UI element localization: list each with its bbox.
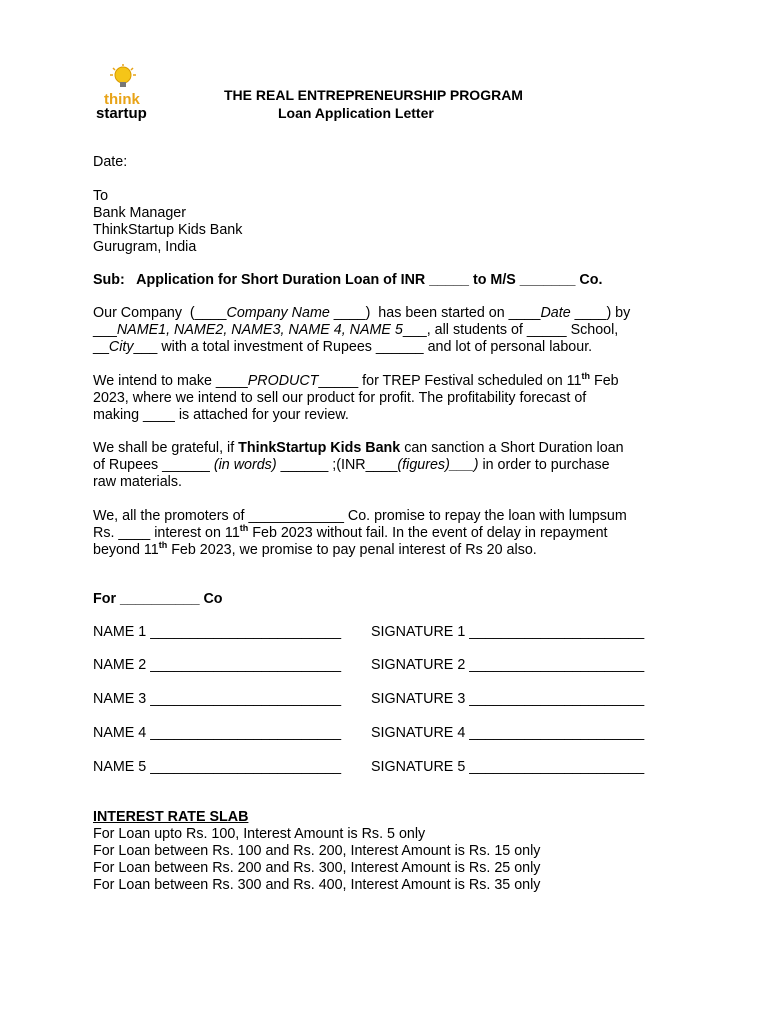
text-run: can sanction a Short Duration loan — [400, 440, 624, 456]
ordinal-suffix: th — [158, 540, 168, 551]
text-run: Feb — [590, 373, 619, 389]
signatory-name-line: NAME 1 ________________________ — [93, 624, 342, 640]
date-placeholder: Date — [540, 305, 571, 321]
para4-line2 — [93, 525, 683, 542]
interest-slab-heading: INTEREST RATE SLAB — [93, 809, 249, 825]
thinkstartup-logo — [96, 64, 176, 124]
signatory-signature-line: SIGNATURE 3 ______________________ — [371, 691, 645, 707]
signatory-signature-line: SIGNATURE 4 ______________________ — [371, 725, 645, 741]
date-line — [93, 154, 683, 171]
para3-line2 — [93, 457, 683, 474]
text-run: Rs. ____ interest on 11 — [93, 525, 240, 541]
text-run: We shall be grateful, if — [93, 440, 239, 456]
signatory-row — [93, 624, 645, 640]
signatory-name-line: NAME 4 ________________________ — [93, 725, 342, 741]
signatory-row — [93, 657, 645, 673]
text-run: of Rupees ______ — [93, 457, 214, 473]
para3-line3: raw materials. — [93, 474, 182, 490]
text-run: ______ ;(INR____ — [276, 457, 398, 473]
logo-think-text: think — [104, 91, 140, 108]
in-words-placeholder: (in words) — [213, 457, 277, 473]
signatory-name-line: NAME 3 ________________________ — [93, 691, 342, 707]
logo-startup-text: startup — [96, 105, 147, 122]
address-line-2: ThinkStartup Kids Bank — [93, 222, 243, 238]
text-run: Our Company (____ — [93, 305, 227, 321]
names-placeholder: NAME1, NAME2, NAME3, NAME 4, NAME 5 — [116, 322, 403, 338]
text-run: Feb 2023 without fail. In the event of delay in repayment — [248, 525, 608, 541]
company-name-placeholder: Company Name — [226, 305, 330, 321]
city-placeholder: City — [108, 339, 134, 355]
para2-line2: 2023, where we intend to sell our product for profit. The profitability forecast of — [93, 390, 587, 406]
para2-line3: making ____ is attached for your review. — [93, 407, 349, 423]
para4-line1: We, all the promoters of ____________ Co. promise to repay the loan with lumpsum — [93, 508, 627, 524]
text-run: ____) by — [570, 305, 631, 321]
interest-slab-row: For Loan between Rs. 300 and Rs. 400, Interest Amount is Rs. 35 only — [93, 877, 541, 893]
signatory-row — [93, 691, 645, 707]
signatory-signature-line: SIGNATURE 1 ______________________ — [371, 624, 645, 640]
document-subtitle: Loan Application Letter — [278, 105, 434, 121]
address-block — [93, 188, 683, 256]
paragraph-product-intent — [93, 373, 683, 424]
text-run: __ — [93, 339, 109, 355]
interest-slab-row: For Loan between Rs. 200 and Rs. 300, Interest Amount is Rs. 25 only — [93, 860, 541, 876]
signatory-row — [93, 725, 645, 741]
figures-placeholder: (figures)___) — [397, 457, 479, 473]
para4-line3 — [93, 542, 683, 559]
date-label: Date: — [93, 154, 128, 170]
text-run: ___ with a total investment of Rupees ______ and lot of personal labour. — [133, 339, 593, 355]
para1-line3 — [93, 339, 683, 356]
ordinal-suffix: th — [239, 523, 249, 534]
paragraph-loan-request — [93, 440, 683, 491]
ordinal-suffix: th — [581, 371, 590, 382]
for-company-line: For __________ Co — [93, 591, 223, 607]
text-run: ___ — [93, 322, 117, 338]
subject-line: Sub: Application for Short Duration Loan of INR _____ to M/S _______ Co. — [93, 272, 603, 288]
text-run: _____ for TREP Festival scheduled on 11 — [318, 373, 582, 389]
signatory-signature-line: SIGNATURE 2 ______________________ — [371, 657, 645, 673]
text-run: Feb 2023, we promise to pay penal interest of Rs 20 also. — [167, 542, 537, 558]
para1-line1 — [93, 305, 683, 322]
paragraph-repayment-promise — [93, 508, 683, 559]
para3-line1 — [93, 440, 683, 457]
address-to: To — [93, 188, 109, 204]
text-run: ____) has been started on ____ — [329, 305, 541, 321]
address-line-3: Gurugram, India — [93, 239, 197, 255]
signatory-name-line: NAME 5 ________________________ — [93, 759, 342, 775]
para2-line1 — [93, 373, 683, 390]
address-line-1: Bank Manager — [93, 205, 186, 221]
para1-line2 — [93, 322, 683, 339]
signatory-row — [93, 759, 645, 775]
text-run: ___, all students of _____ School, — [402, 322, 619, 338]
signatory-signature-line: SIGNATURE 5 ______________________ — [371, 759, 645, 775]
paragraph-company-intro — [93, 305, 683, 356]
product-placeholder: PRODUCT — [247, 373, 319, 389]
interest-slab-row: For Loan between Rs. 100 and Rs. 200, Interest Amount is Rs. 15 only — [93, 843, 541, 859]
document-title: THE REAL ENTREPRENEURSHIP PROGRAM — [224, 87, 523, 103]
text-run: beyond 11 — [93, 542, 159, 558]
bank-name: ThinkStartup Kids Bank — [238, 440, 401, 456]
interest-slab-row: For Loan upto Rs. 100, Interest Amount is Rs. 5 only — [93, 826, 426, 842]
interest-rate-slab — [93, 809, 683, 894]
text-run: in order to purchase — [478, 457, 610, 473]
lightbulb-icon — [110, 64, 136, 92]
text-run: We intend to make ____ — [93, 373, 248, 389]
signatory-name-line: NAME 2 ________________________ — [93, 657, 342, 673]
